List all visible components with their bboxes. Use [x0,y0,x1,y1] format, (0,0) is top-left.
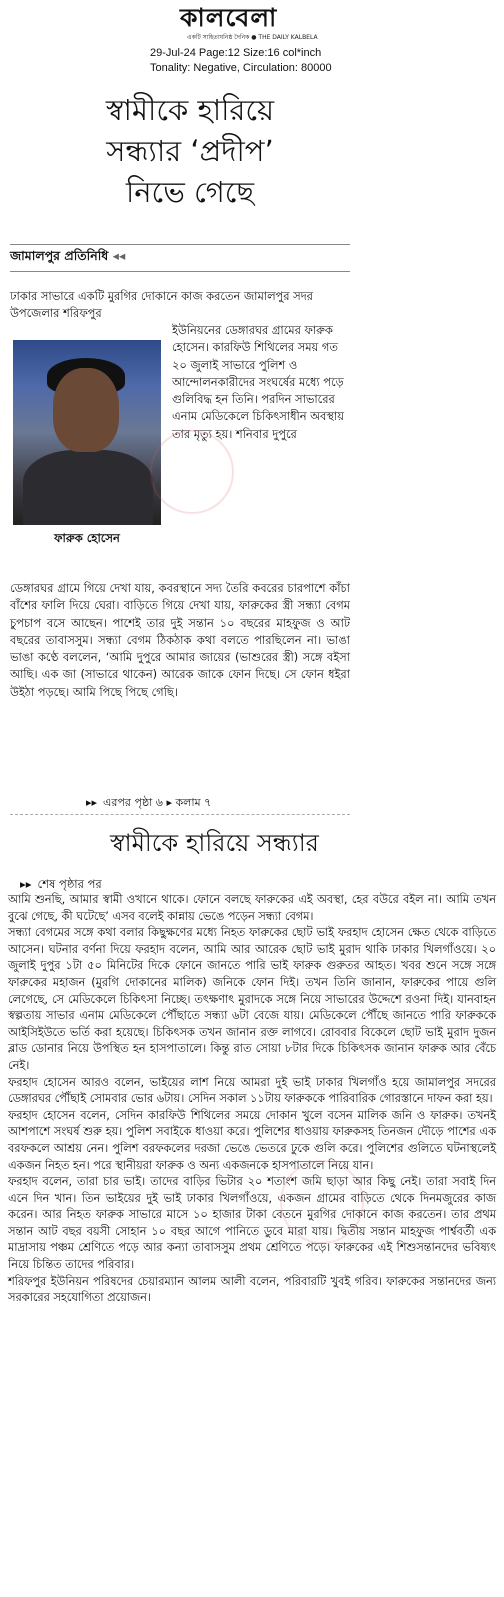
intro-paragraph: ঢাকার সাভারে একটি মুরগির দোকানে কাজ করতেন জামালপুর সদর উপজেলার শরিফপুর [10,289,313,321]
byline-text: জামালপুর প্রতিনিধি [10,248,109,263]
paragraph: সন্ধ্যা বেগমের সঙ্গে কথা বলার কিছুক্ষণের মধ্যে নিহত ফারুকের ছোট ভাই ফরহাদ হোসেন ক্ষেত থেকে বাড়িতে আসেন। ঘটনার বর্ণনা দিয়ে ফরহাদ বলেন, আমি আর আরেক ছোট ভাই মুরাদ থাকি ঢাকার খিলগাঁওয়ে। ২০ জুলাই দুপুর ১টা ৫০ মিনিটের দিকে ফোনে জানতে পারি ভাই ফারুক গুরুতর আহত। খবর শুনে সঙ্গে সঙ্গে ফারুকের মহাজন (মুরগি দোকানের মালিক) জনিকে ফোন দিই। তখন তিনি জানান, ফারুকের পায়ে গুলি লেগেছে, সে মেডিকেলে চিকিৎসা নিচ্ছে। তৎক্ষণাৎ মুরাদকে সঙ্গে নিয়ে সাভারের উদ্দেশে রওনা দিই। যানবাহন স্বল্পতায় সাভার এনাম মেডিকেলে পৌঁছাতে সন্ধ্যা ৬টা বেজে যায়। মেডিকেলে পৌঁছে জানতে পারি ফারুককে আইসিইউতে ভর্তি করা হয়েছে। চিকিৎসক তখন জানান রক্ত লাগবে। রোববার বিকেলে ছোট ভাই মুরাদ দুজন ব্লাড ডোনার নিয়ে উপস্থিত হন হাসপাতালে। কিন্তু রাত সোয়া ৮টার দিকে চিকিৎসক জানান ফারুক আর বেঁচে নেই। [8,926,496,1072]
main-headline [60,90,320,213]
clip-info-line1: 29-Jul-24 Page:12 Size:16 col*inch [150,47,322,59]
paragraph: ফরহাদ হোসেন আরও বলেন, ভাইয়ের লাশ নিয়ে আমরা দুই ভাই ঢাকার খিলগাঁও হয়ে জামালপুর সদরের ডেঙ্গারঘর পৌঁছাই সোমবার ভোর ৬টায়। সেদিন সকাল ১১টায় ফারুককে পারিবারিক গোরস্তানে দাফন করা হয়। [8,1075,496,1106]
byline [10,244,350,272]
masthead-tagline: একটি সাহিত্যঘনিষ্ঠ দৈনিক ● THE DAILY KALBELA [187,34,318,41]
jump-reference [86,794,211,813]
section-divider [10,814,350,815]
continued-label-text: শেষ পৃষ্ঠার পর [37,877,102,891]
body-text-part1: ডেঙ্গারঘর গ্রামে গিয়ে দেখা যায়, কবরস্থানে সদ্য তৈরি কবরের চারপাশে কাঁচা বাঁশের ফালি দিয়ে ঘেরা। বাড়িতে গিয়ে দেখা যায়, ফারুকের স্ত্রী সন্ধ্যা বেগম চুপচাপ বসে আছেন। পাশেই তার দুই সন্তান ১০ বছরের মাহফুজ ও আট বছরের তাবাসসুম। সন্ধ্যা বেগম ঠিকঠাক কথা বলতে পারছিলেন না। ভাঙা ভাঙা কণ্ঠে বললেন, ‘আমি দুপুরে আমার জায়ের (ভাশুরের স্ত্রী) সঙ্গে বইসা আছি। এক জা (সাভারে থাকেন) আরেক জাকে ফোন দিছে। সে ফোন ধইরা উইঠা পড়ছে। আমি পিছে পিছে গেছি। [10,581,350,699]
watermark-stamp [150,430,234,514]
watermark-stamp [280,1160,364,1244]
portrait-photo [13,340,161,525]
double-arrow-icon: ▸▸ [20,877,32,891]
body-text-part2 [8,892,496,1307]
headline-line: নিভে গেছে [125,175,255,209]
photo-caption: ফারুক হোসেন [54,531,120,545]
newspaper-masthead: কালবেলা [180,3,278,32]
continued-headline: স্বামীকে হারিয়ে সন্ধ্যার [110,829,319,857]
clip-info [150,46,332,76]
headline-line: সন্ধ্যার ‘প্রদীপ’ [106,134,274,168]
paragraph: আমি শুনছি, আমার স্বামী ওখানে থাকে। ফোনে বলছে ফারুকের এই অবস্থা, হের বউরে বইল না। আমি তখন বুঝে গেছে, কী ঘটেছে’ এসব বলেই কান্নায় ভেঙে পড়েন সন্ধ্যা বেগম। [8,893,496,923]
jump-text: এরপর পৃষ্ঠা ৬ ▸ কলাম ৭ [103,796,212,809]
side-column-text: ইউনিয়নের ডেঙ্গারঘর গ্রামের ফারুক হোসেন। কারফিউ শিথিলের সময় গত ২০ জুলাই সাভারে পুলিশ ও আন্দোলনকারীদের সংঘর্ষের মধ্যে পড়ে গুলিবিদ্ধ হন তিনি। পরদিন সাভারের এনাম মেডিকেলে চিকিৎসাধীন অবস্থায় তার মৃত্যু হয়। শনিবার দুপুরে [172,323,344,441]
paragraph: শরিফপুর ইউনিয়ন পরিষদের চেয়ারম্যান আলম আলী বলেন, পরিবারটি খুবই গরিব। ফারুকের সন্তানদের জন্য সরকারের সহযোগিতা প্রয়োজন। [8,1274,496,1305]
double-arrow-icon: ▸▸ [86,796,98,809]
headline-line: স্বামীকে হারিয়ে [105,93,275,127]
paragraph: ফরহাদ বলেন, তারা চার ভাই। তাদের বাড়ির ভিটার ২০ শতাংশ জমি ছাড়া আর কিছু নেই। তারা সবাই দিন এনে দিন খান। তিন ভাইয়ের দুই ভাই ঢাকার খিলগাঁওয়ে, একজন গ্রামের বাড়িতে থেকে দিনমজুরের কাজ করেন। আর নিহত ফারুক সাভারে মাসে ১০ হাজার টাকা বেতনে মুরগির দোকানে কাজ করতেন। তার প্রথম সন্তান আট বছর বয়সী সোহান ১০ বছর আগে পানিতে ডুবে মারা যায়। দ্বিতীয় সন্তান মাহফুজ পার্শ্ববর্তী এক মাদ্রাসায় পঞ্চম শ্রেণিতে পড়ে আর কন্যা তাবাসসুম প্রথম শ্রেণিতে পড়ে। ফারুকের এই শিশুসন্তানদের ভবিষ্যৎ নিয়ে চিন্তিত তাদের পরিবার। [8,1175,496,1272]
paragraph: ফরহাদ হোসেন বলেন, সেদিন কারফিউ শিথিলের সময়ে দোকান খুলে বসেন মালিক জনি ও ফারুক। তখনই আশপাশে সংঘর্ষ শুরু হয়। পুলিশ সবাইকে ধাওয়া করে। পুলিশের ধাওয়ায় ফারুকসহ তিনজন দৌড়ে পাশের এক বরফকলে আশ্রয় নেন। পুলিশ বরফকলের দরজা ভেঙে ভেতরে ঢুকে গুলি করে। পুলিশের গুলিতে ঘটনাস্থলেই একজন নিহত হন। পরে স্থানীয়রা ফারুক ও অন্য একজনকে হাসপাতালে নিয়ে যান। [8,1108,496,1172]
clip-info-line2: Tonality: Negative, Circulation: 80000 [150,62,332,74]
byline-arrow-icon: ◂◂ [112,248,126,263]
